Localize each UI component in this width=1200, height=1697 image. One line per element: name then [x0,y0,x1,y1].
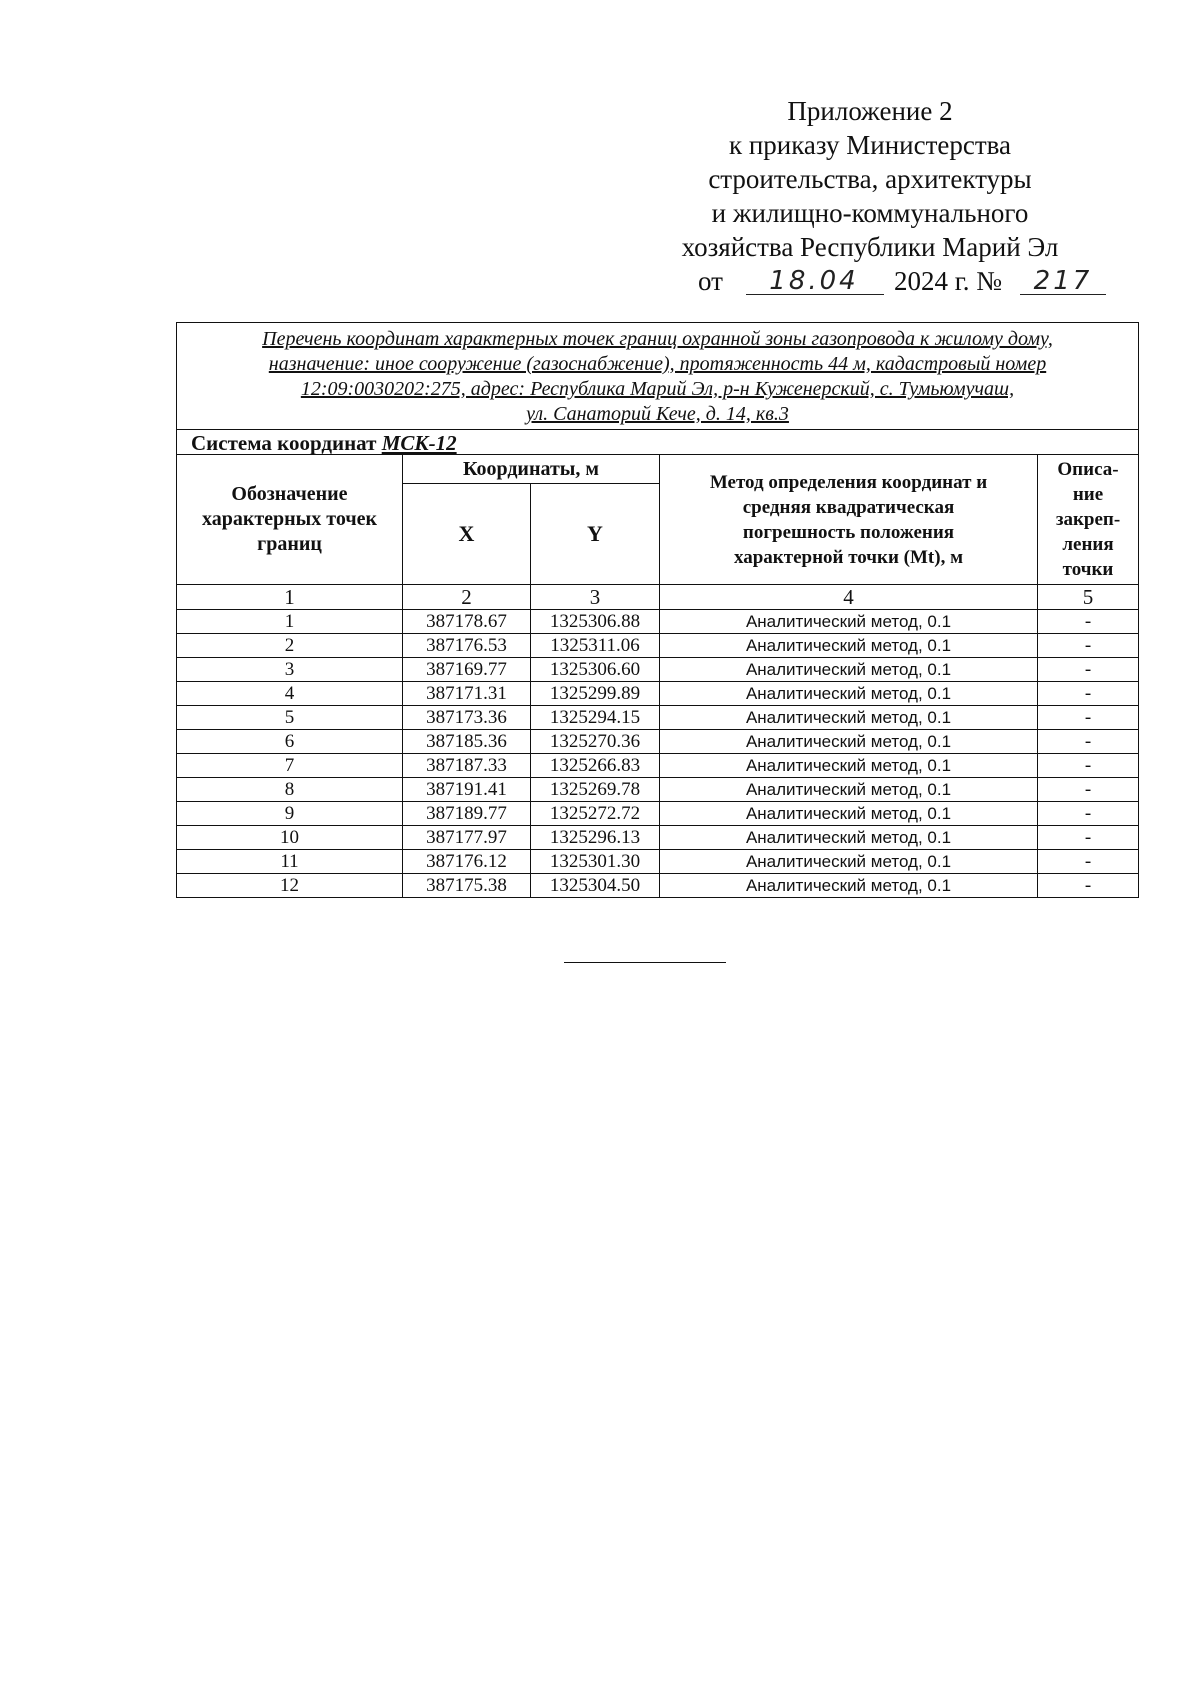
appendix-header [620,94,1120,298]
date-underline [746,294,884,295]
cell-y: 1325301.30 [531,850,660,874]
cell-point: 9 [177,802,403,826]
table-row [177,778,1139,802]
table-title-line: Перечень координат характерных точек границ охранной зоны газопровода к жилому дому, [262,328,1053,350]
order-date-line [620,264,1120,298]
header-line: характерной точки (Mt), м [733,546,964,568]
appendix-title: Приложение 2 [787,96,953,126]
cell-x: 387185.36 [403,730,531,754]
cell-method: Аналитический метод, 0.1 [660,610,1038,634]
table-title-line: назначение: иное сооружение (газоснабжение), протяженность 44 м, кадастровый номер [268,353,1047,375]
cell-y: 1325304.50 [531,874,660,898]
column-number: 5 [1038,585,1139,610]
cell-description: - [1038,754,1139,778]
coord-system-row [177,430,1139,455]
cell-x: 387176.12 [403,850,531,874]
table-title-line: ул. Санаторий Кече, д. 14, кв.3 [526,403,789,425]
column-number: 2 [403,585,531,610]
cell-description: - [1038,610,1139,634]
table-row [177,754,1139,778]
cell-point: 11 [177,850,403,874]
cell-method: Аналитический метод, 0.1 [660,682,1038,706]
table-row [177,730,1139,754]
cell-x: 387177.97 [403,826,531,850]
cell-y: 1325269.78 [531,778,660,802]
cell-point: 6 [177,730,403,754]
table-row [177,850,1139,874]
table-row [177,682,1139,706]
cell-method: Аналитический метод, 0.1 [660,778,1038,802]
date-prefix: от [698,266,723,296]
header-y: Y [531,484,660,585]
cell-description: - [1038,874,1139,898]
header-coordinates: Координаты, м [403,455,660,484]
column-number: 1 [177,585,403,610]
cell-y: 1325296.13 [531,826,660,850]
cell-x: 387169.77 [403,658,531,682]
header-line: Описа- [1057,459,1119,480]
table-title-row [177,323,1139,430]
cell-method: Аналитический метод, 0.1 [660,634,1038,658]
appendix-line: хозяйства Республики Марий Эл [681,232,1059,262]
appendix-line: строительства, архитектуры [708,164,1032,194]
header-line: ние [1072,484,1104,505]
cell-description: - [1038,682,1139,706]
cell-y: 1325311.06 [531,634,660,658]
cell-method: Аналитический метод, 0.1 [660,802,1038,826]
cell-description: - [1038,826,1139,850]
appendix-line: и жилищно-коммунального [711,198,1029,228]
table-row [177,634,1139,658]
coordinates-table [176,322,1139,898]
header-line: погрешность положения [742,521,955,543]
header-line: точки [1062,559,1114,580]
handwritten-date: 18.04 [769,266,859,296]
coord-system-label: Система координат [191,431,377,455]
cell-point: 3 [177,658,403,682]
header-method [660,455,1038,585]
handwritten-order-number: 217 [1033,266,1093,296]
cell-x: 387189.77 [403,802,531,826]
header-row [177,455,1139,484]
cell-description: - [1038,658,1139,682]
header-point-designation [177,455,403,585]
coord-system [177,430,1139,455]
closing-divider [564,962,726,963]
appendix-line: к приказу Министерства [728,130,1012,160]
cell-point: 5 [177,706,403,730]
cell-x: 387178.67 [403,610,531,634]
header-line: Метод определения координат и [709,471,988,493]
cell-x: 387171.31 [403,682,531,706]
table-row [177,826,1139,850]
table-title [177,323,1139,430]
header-line: ления [1062,534,1114,555]
cell-method: Аналитический метод, 0.1 [660,874,1038,898]
cell-y: 1325299.89 [531,682,660,706]
cell-x: 387173.36 [403,706,531,730]
cell-point: 4 [177,682,403,706]
table-row [177,610,1139,634]
cell-method: Аналитический метод, 0.1 [660,658,1038,682]
cell-y: 1325306.88 [531,610,660,634]
cell-point: 7 [177,754,403,778]
column-number: 4 [660,585,1038,610]
cell-point: 1 [177,610,403,634]
column-number-row [177,585,1139,610]
cell-description: - [1038,634,1139,658]
year-number-label: 2024 г. № [894,266,1003,296]
column-number: 3 [531,585,660,610]
cell-method: Аналитический метод, 0.1 [660,826,1038,850]
coord-system-value: МСК-12 [381,431,457,455]
cell-point: 12 [177,874,403,898]
cell-y: 1325266.83 [531,754,660,778]
cell-y: 1325272.72 [531,802,660,826]
cell-method: Аналитический метод, 0.1 [660,754,1038,778]
header-line: закреп- [1055,509,1121,530]
table-row [177,706,1139,730]
cell-description: - [1038,730,1139,754]
cell-y: 1325306.60 [531,658,660,682]
header-description [1038,455,1139,585]
header-line: Обозначение [231,483,348,505]
header-line: границ [257,533,322,555]
header-line: характерных точек [201,508,378,530]
number-underline [1020,294,1106,295]
cell-description: - [1038,706,1139,730]
cell-x: 387175.38 [403,874,531,898]
cell-point: 10 [177,826,403,850]
cell-method: Аналитический метод, 0.1 [660,850,1038,874]
cell-method: Аналитический метод, 0.1 [660,730,1038,754]
header-x: X [403,484,531,585]
cell-method: Аналитический метод, 0.1 [660,706,1038,730]
cell-point: 2 [177,634,403,658]
table-title-line: 12:09:0030202:275, адрес: Республика Марий Эл, р-н Куженерский, с. Тумьюмучаш, [300,378,1015,400]
cell-y: 1325294.15 [531,706,660,730]
cell-point: 8 [177,778,403,802]
cell-description: - [1038,802,1139,826]
cell-description: - [1038,850,1139,874]
table-row [177,658,1139,682]
table-row [177,874,1139,898]
header-line: средняя квадратическая [742,496,955,518]
cell-y: 1325270.36 [531,730,660,754]
cell-description: - [1038,778,1139,802]
cell-x: 387187.33 [403,754,531,778]
cell-x: 387176.53 [403,634,531,658]
cell-x: 387191.41 [403,778,531,802]
table-row [177,802,1139,826]
